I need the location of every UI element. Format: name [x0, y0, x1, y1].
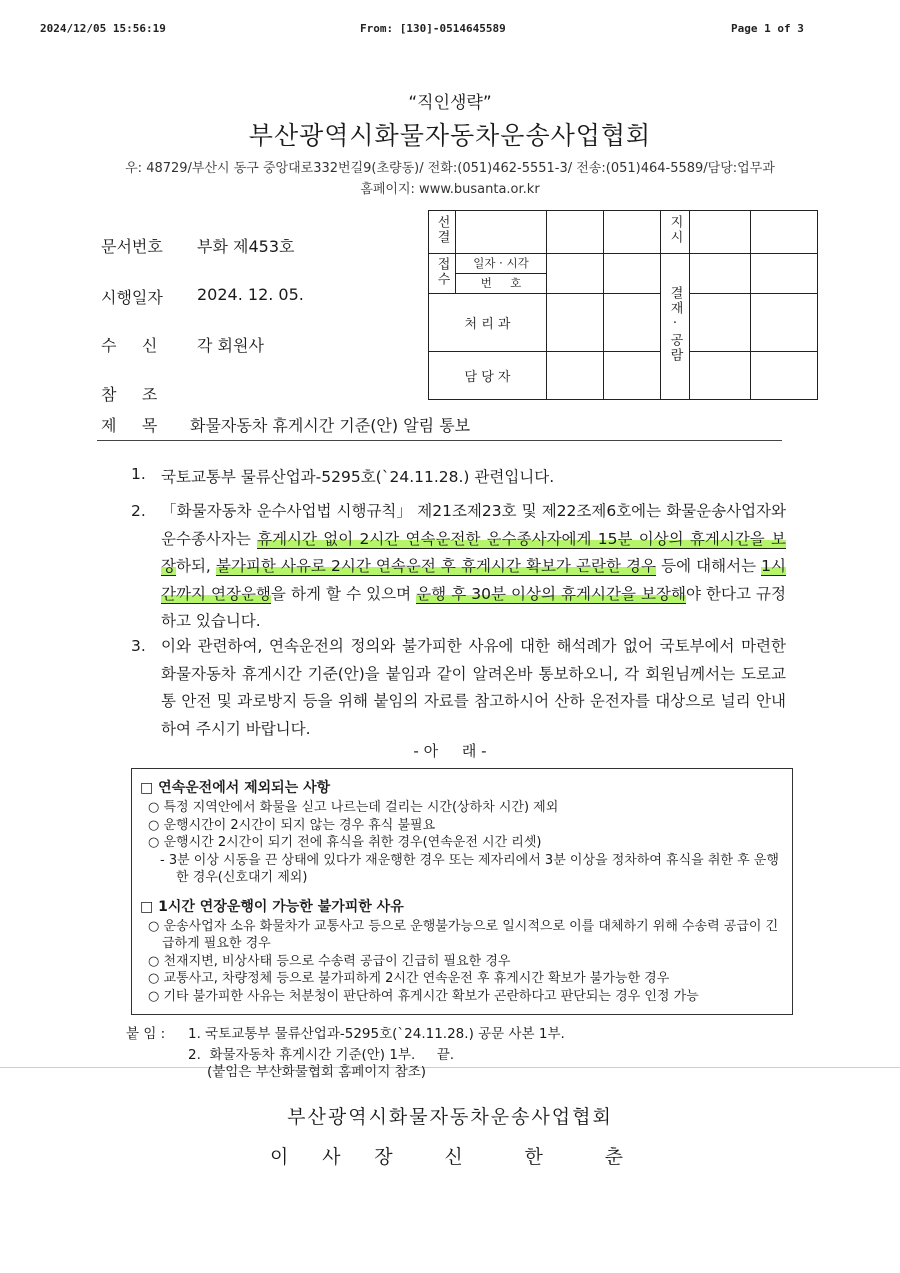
doc-no: 부화 제453호 — [197, 237, 295, 256]
date-label: 시행일자 — [101, 288, 163, 307]
doc-no-label: 문서번호 — [101, 237, 163, 256]
subject: 화물자동차 휴게시간 기준(안) 알림 통보 — [190, 416, 471, 435]
attachment-note: (붙임은 부산화물협회 홈페이지 참조) — [207, 1064, 427, 1080]
item3-number: 3. — [131, 637, 146, 655]
section1-item: ○ 운행시간 2시간이 되기 전에 휴식을 취한 경우(연속운전 시간 리셋) — [148, 835, 542, 850]
recipient: 각 회원사 — [197, 336, 264, 355]
approval-box — [428, 210, 818, 400]
jeopsu-cell: 접수 — [429, 254, 456, 294]
subject-label: 제 목 — [101, 416, 158, 435]
seon-gyeol-cell: 선결 — [429, 211, 456, 254]
section2-item: ○ 교통사고, 차량정체 등으로 불가피하게 2시간 연속운전 후 휴게시간 확보가 불가능한 경우 — [148, 971, 670, 986]
item1-number: 1. — [131, 465, 146, 483]
gyeoljae-cell: 결재·공람 — [661, 254, 690, 400]
section1-title: □ 연속운전에서 제외되는 사항 — [140, 780, 331, 796]
section1-subitem: - 3분 이상 시동을 끈 상태에 있다가 재운행한 경우 또는 제자리에서 3분 이상을 정차하여 휴식을 취한 후 운행한 경우(신호대기 제외) — [160, 852, 779, 885]
issue-date: 2024. 12. 05. — [197, 285, 304, 304]
highlight-extension: 1시간까지 연장운행 — [161, 557, 786, 603]
number-label: 번 호 — [480, 276, 522, 290]
signature-org: 부산광역시화물자동차운송사업협회 — [287, 1106, 613, 1128]
org-name: 부산광역시화물자동차운송사업협회 — [248, 121, 652, 150]
seal-omitted-note: “직인생략” — [408, 93, 492, 113]
item1-text: 국토교통부 물류산업과-5295호(`24.11.28.) 관련입니다. — [161, 468, 555, 486]
org-homepage: 홈페이지: www.busanta.or.kr — [360, 182, 540, 197]
below-heading: - 아 래 - — [413, 742, 487, 760]
section2-title: □ 1시간 연장운행이 가능한 불가피한 사유 — [140, 898, 404, 915]
reference-label: 참 조 — [101, 385, 158, 404]
signature-title: 이 사 장 신 한 춘 — [270, 1146, 625, 1168]
item3-text: 이와 관련하여, 연속운전의 정의와 불가피한 사유에 대한 해석례가 없어 국토부에서 마련한 화물자동차 휴게시간 기준(안)을 붙임과 같이 알려온바 통보하오니, 각 회원님께서는 도로교통 안전 및 과로방지 등을 위해 붙임의 자료를 참고하시어 산하 운전자를 대상으로 널리 안내하여 주시기 바랍니다. — [161, 637, 786, 738]
attachment-2: 2. 화물자동차 휴게시간 기준(안) 1부. 끝. — [188, 1047, 455, 1063]
attachments-label: 붙 임 : — [126, 1026, 166, 1042]
jisi-cell: 지시 — [661, 211, 690, 254]
dept-cell: 처 리 과 — [429, 294, 547, 352]
section1-item: ○ 운행시간이 2시간이 되지 않는 경우 휴식 불필요 — [148, 817, 436, 833]
item2-number: 2. — [131, 502, 146, 520]
page-divider — [0, 1067, 900, 1068]
section2-item: ○ 운송사업자 소유 화물차가 교통사고 등으로 운행불가능으로 일시적으로 이를 대체하기 위해 수송력 공급이 긴급하게 필요한 경우 — [148, 918, 779, 951]
highlight-unavoidable: 불가피한 사유로 2시간 연속운전 후 휴게시간 확보가 곤란한 경우 — [215, 557, 656, 575]
recipient-label: 수 신 — [101, 336, 158, 355]
fax-from: From: [130]-0514645589 — [360, 22, 506, 35]
officer-cell: 담 당 자 — [429, 352, 547, 400]
section2-item: ○ 기타 불가피한 사유는 처분청이 판단하여 휴게시간 확보가 곤란하다고 판단되는 경우 인정 가능 — [148, 988, 699, 1004]
section1-item: ○ 특정 지역안에서 화물을 싣고 나르는데 걸리는 시간(상하차 시간) 제외 — [148, 800, 559, 815]
highlight-30min: 운행 후 30분 이상의 휴게시간을 보장해 — [416, 584, 686, 603]
datetime-label: 일자 · 시각 — [456, 254, 546, 274]
highlight-rest-guarantee: 휴게시간 없이 2시간 연속운전한 운수종사자에게 15분 이상의 휴게시간을 보장 — [161, 529, 786, 575]
section2-item: ○ 천재지변, 비상사태 등으로 수송력 공급이 긴급히 필요한 경우 — [148, 953, 511, 969]
item2-text: 「화물자동차 운수사업법 시행규칙」 제21조제23호 및 제22조제6호에는 화물운송사업자와 운수종사자는 휴게시간 없이 2시간 연속운전한 운수종사자에게 15분 이상의 휴게시간을 보장하되, 불가피한 사유로 2시간 연속운전 후 휴게시간 확보가 곤란한 경우 등에 대해서는 1시간까지 연장운행을 하게 할 수 있으며 운행 후 30분 이상의 휴게시간을 보장해야 한다고 규정하고 있습니다. — [161, 502, 786, 630]
summary-box — [131, 768, 793, 1015]
fax-page: Page 1 of 3 — [731, 22, 804, 35]
subject-rule — [97, 440, 782, 441]
org-address: 우: 48729/부산시 동구 중앙대로332번길9(초량동)/ 전화:(051)462-5551-3/ 전송:(051)464-5589/담당:업무과 — [125, 161, 775, 176]
fax-datetime: 2024/12/05 15:56:19 — [40, 22, 166, 35]
attachment-1: 1. 국토교통부 물류산업과-5295호(`24.11.28.) 공문 사본 1부. — [188, 1026, 565, 1042]
